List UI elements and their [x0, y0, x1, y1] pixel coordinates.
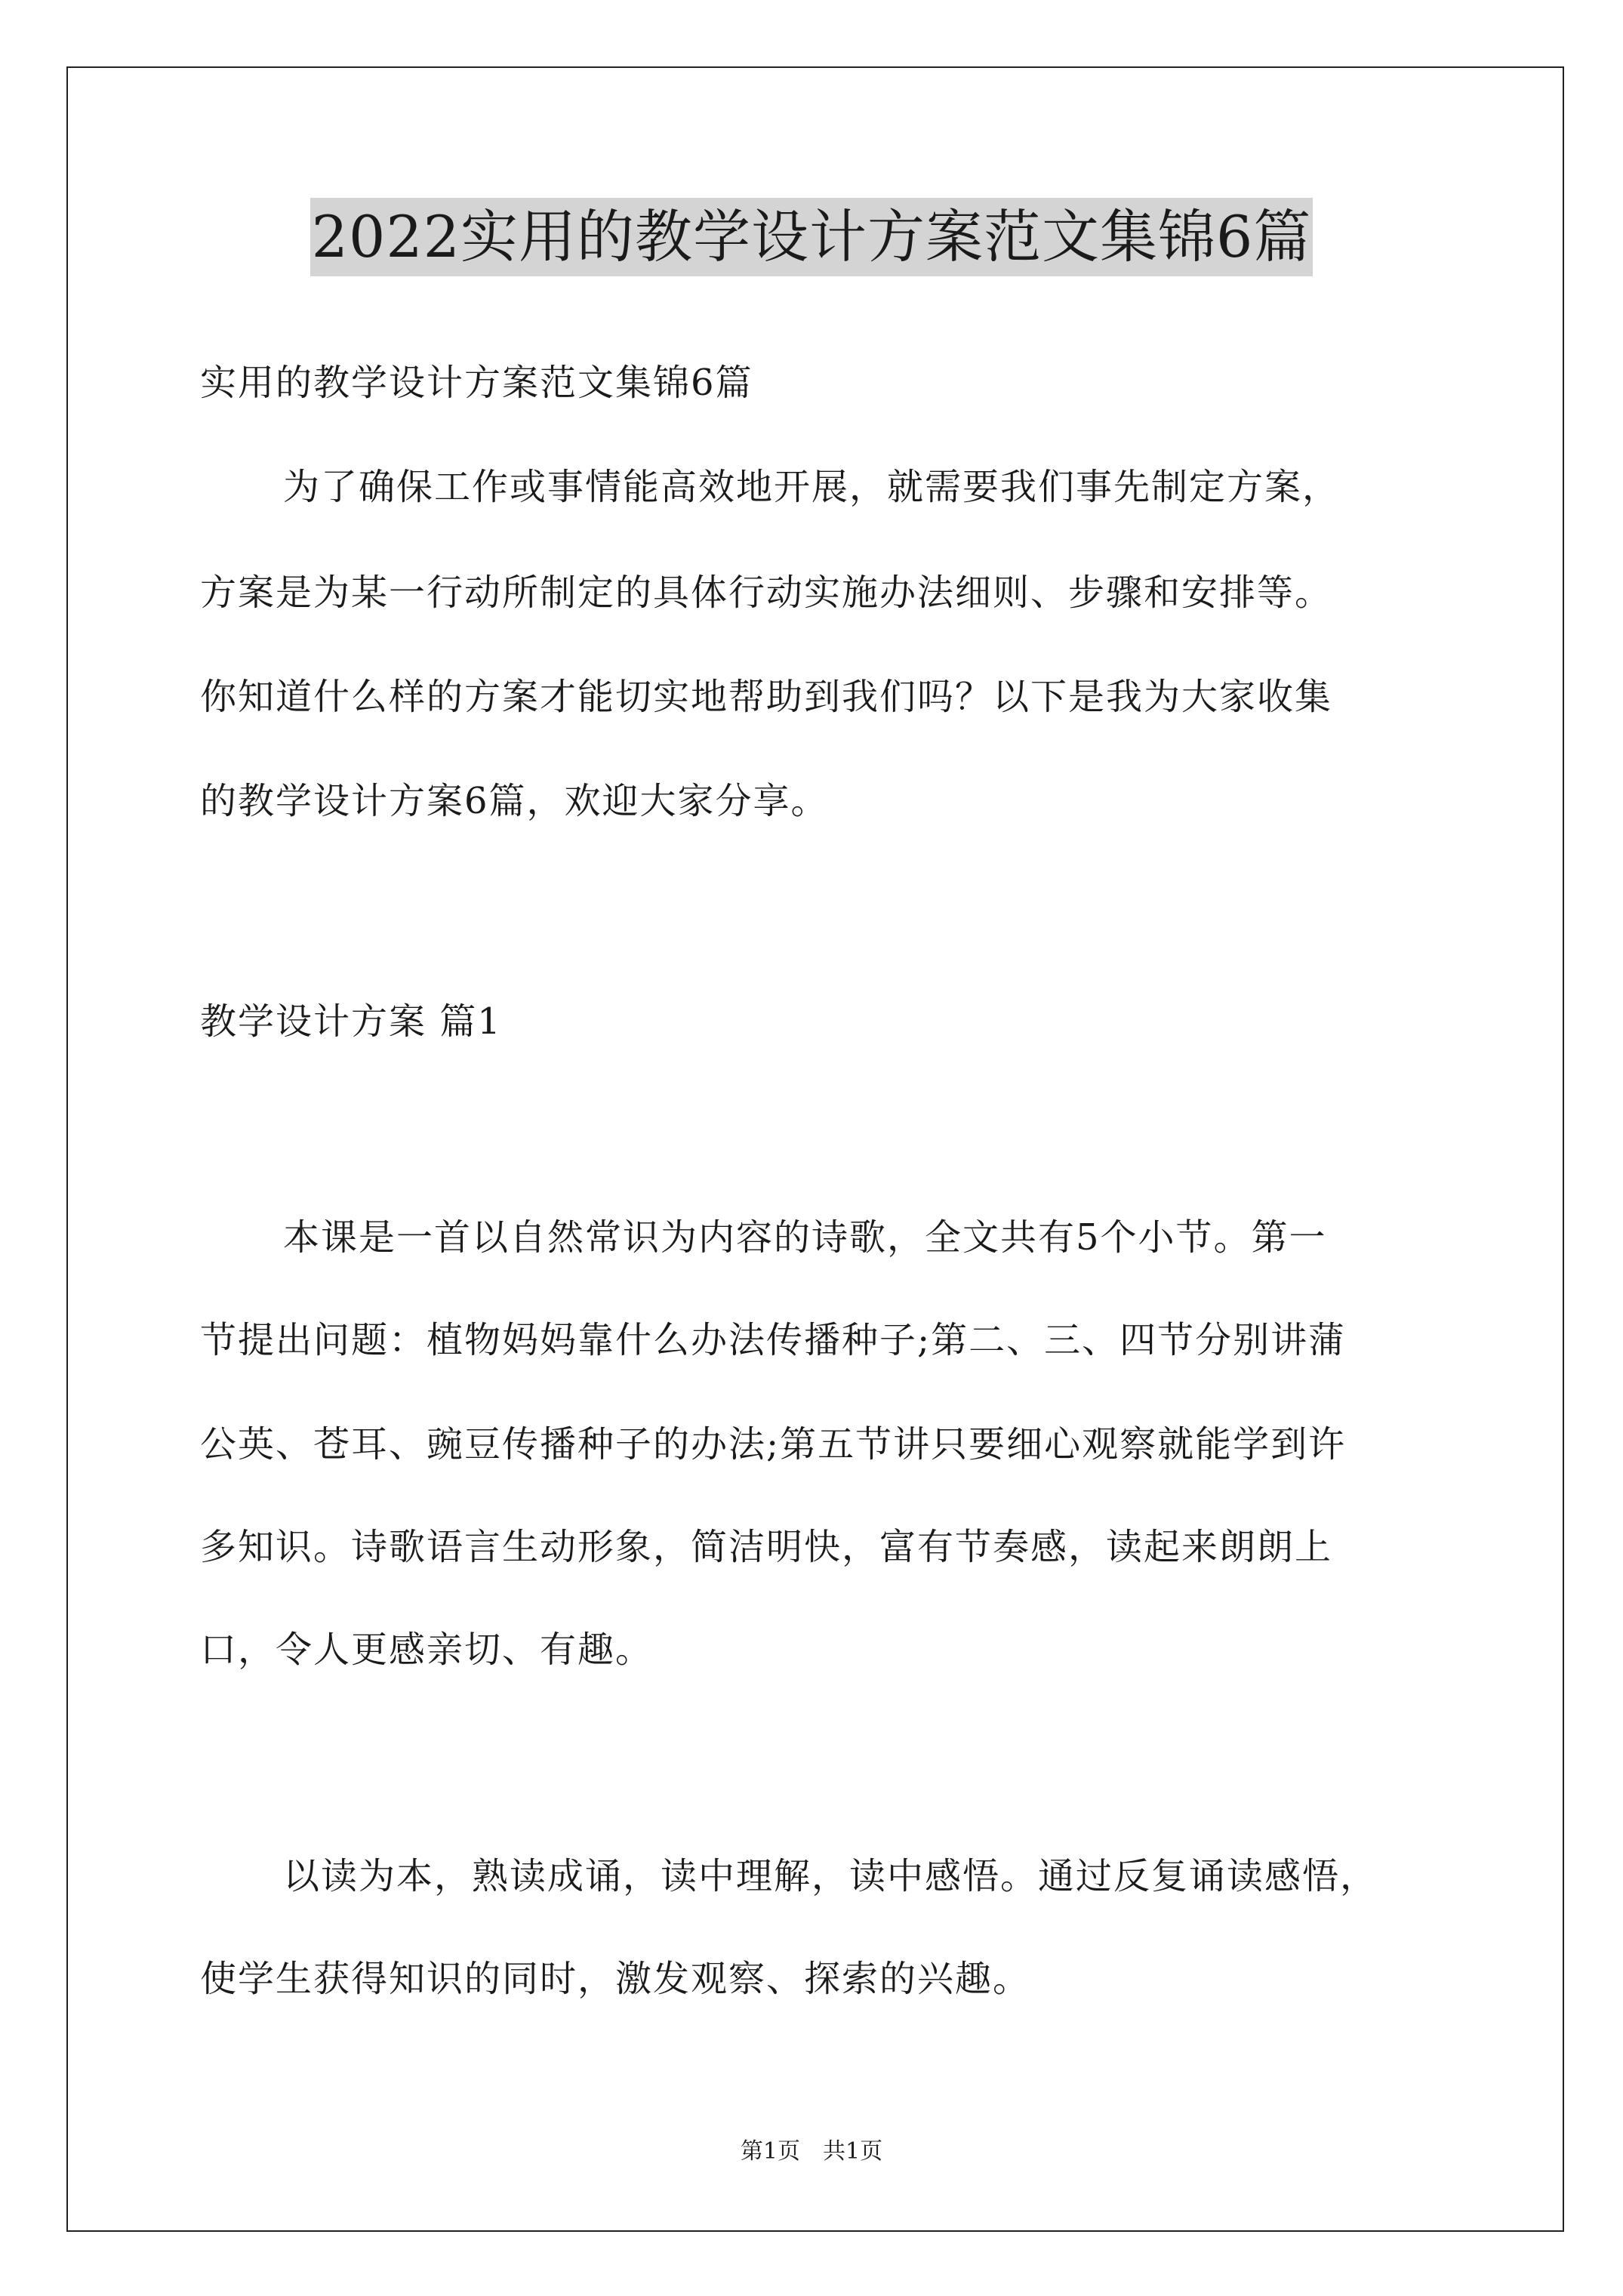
- title-container: [0, 198, 1623, 276]
- paragraph1-line-3: 公英、苍耳、豌豆传播种子的办法;第五节讲只要细心观察就能学到许: [200, 1423, 1347, 1465]
- intro-line-1: 为了确保工作或事情能高效地开展，就需要我们事先制定方案，: [283, 466, 1341, 508]
- section-heading: 教学设计方案 篇1: [200, 1000, 502, 1043]
- document-subtitle: 实用的教学设计方案范文集锦6篇: [200, 362, 753, 404]
- paragraph1-line-2: 节提出问题：植物妈妈靠什么办法传播种子;第二、三、四节分别讲蒲: [200, 1319, 1347, 1361]
- paragraph1-line-4: 多知识。诗歌语言生动形象，简洁明快，富有节奏感，读起来朗朗上: [200, 1526, 1333, 1568]
- document-title: 2022实用的教学设计方案范文集锦6篇: [310, 198, 1313, 276]
- paragraph1-line-1: 本课是一首以自然常识为内容的诗歌，全文共有5个小节。第一: [283, 1216, 1327, 1259]
- intro-line-3: 你知道什么样的方案才能切实地帮助到我们吗？以下是我为大家收集: [200, 676, 1333, 718]
- intro-line-2: 方案是为某一行动所制定的具体行动实施办法细则、步骤和安排等。: [200, 572, 1333, 614]
- paragraph2-line-1: 以读为本，熟读成诵，读中理解，读中感悟。通过反复诵读感悟，: [283, 1855, 1378, 1897]
- paragraph1-line-5: 口，令人更感亲切、有趣。: [200, 1629, 654, 1671]
- paragraph2-line-2: 使学生获得知识的同时，激发观察、探索的兴趣。: [200, 1958, 1031, 2000]
- intro-line-4: 的教学设计方案6篇，欢迎大家分享。: [200, 780, 829, 822]
- page-number: 第1页 共1页: [740, 2138, 883, 2165]
